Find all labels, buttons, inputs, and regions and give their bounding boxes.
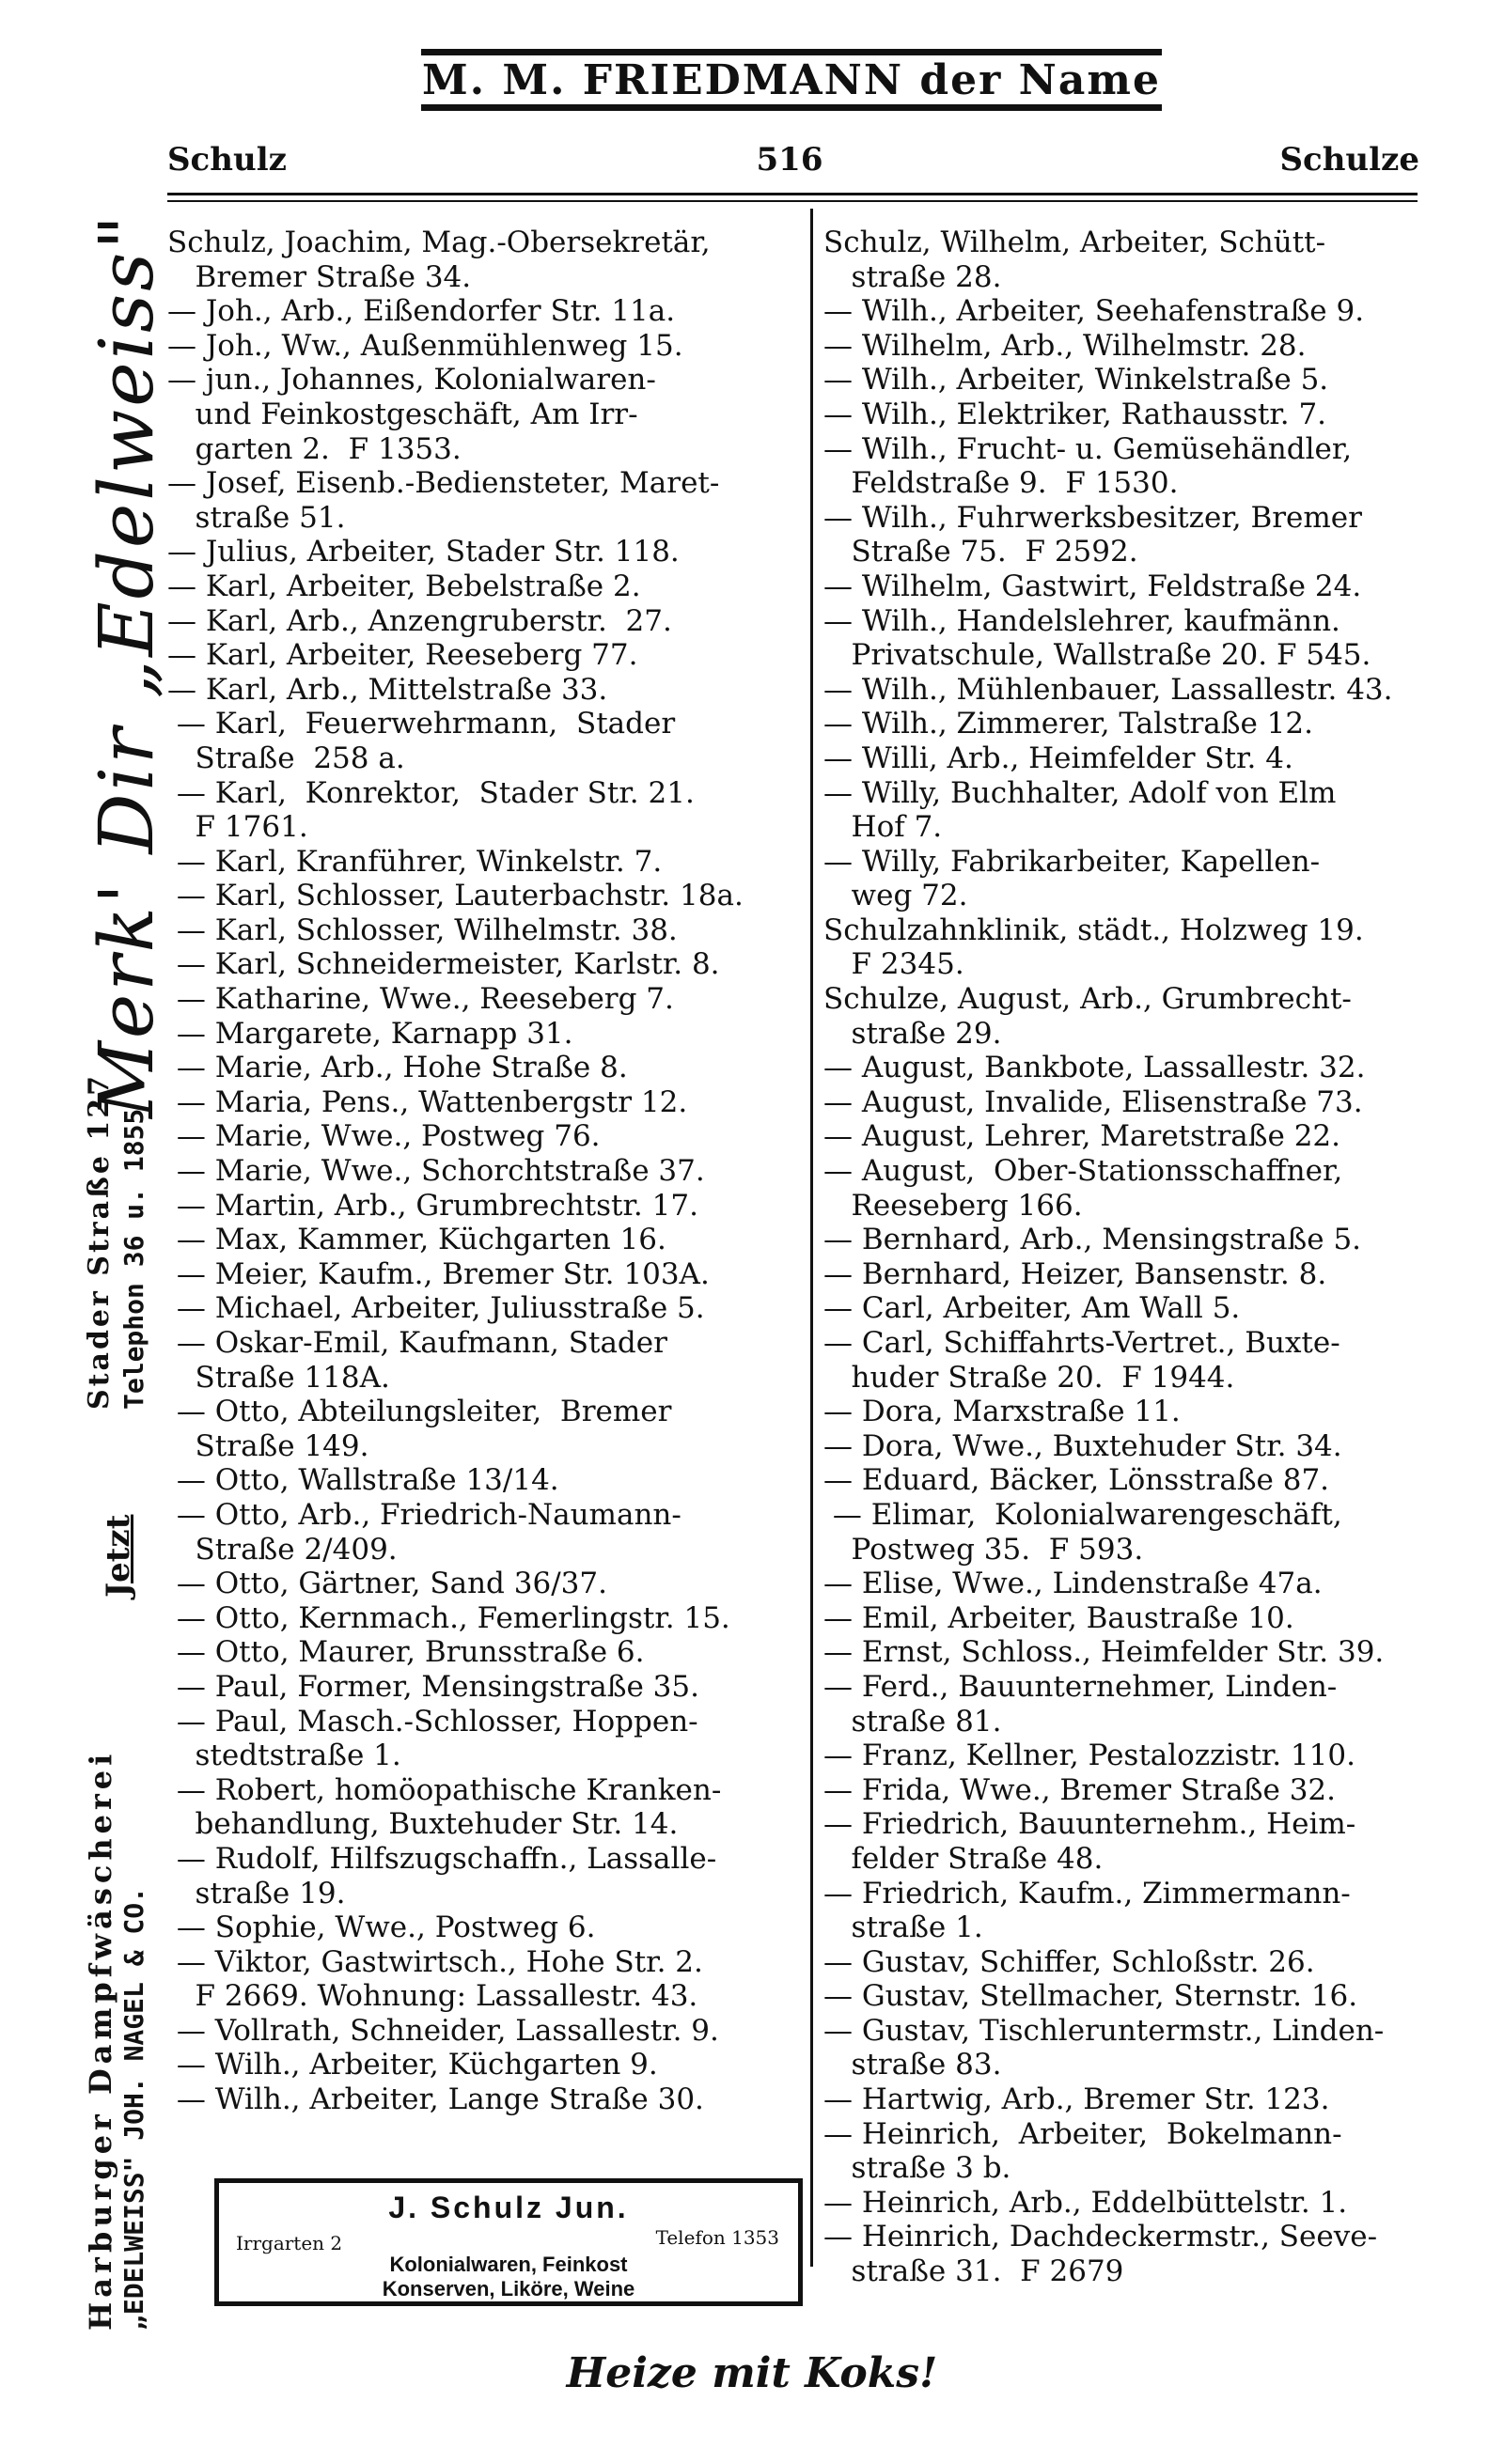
sidebar-motto: Merk' Dir „Edelweiss"	[83, 211, 170, 1118]
directory-line: — Dora, Wwe., Buxtehuder Str. 34.	[823, 1428, 1342, 1463]
directory-line: — Meier, Kaufm., Bremer Str. 103A.	[167, 1256, 710, 1291]
directory-line: — Otto, Abteilungsleiter, Bremer	[167, 1395, 672, 1429]
ad-address: Irrgarten 2	[236, 2232, 343, 2254]
shop-advertisement	[214, 2178, 803, 2306]
directory-line: — Carl, Schiffahrts-Vertret., Buxte-	[823, 1326, 1340, 1360]
directory-line: Feldstraße 9. F 1530.	[823, 466, 1179, 501]
directory-line: — Max, Kammer, Küchgarten 16.	[167, 1223, 666, 1257]
directory-line: — August, Lehrer, Maretstraße 22.	[823, 1119, 1340, 1154]
directory-line: straße 29.	[823, 1016, 1002, 1051]
directory-line: Postweg 35. F 593.	[823, 1532, 1144, 1567]
directory-line: — Katharine, Wwe., Reeseberg 7.	[167, 982, 674, 1017]
directory-line: — Friedrich, Kaufm., Zimmermann-	[823, 1876, 1351, 1910]
directory-line: — Gustav, Stellmacher, Sternstr. 16.	[823, 1979, 1358, 2014]
directory-line: — Wilhelm, Gastwirt, Feldstraße 24.	[823, 569, 1362, 603]
directory-line: — Michael, Arbeiter, Juliusstraße 5.	[167, 1291, 705, 1326]
directory-line: — Wilh., Elektriker, Rathausstr. 7.	[823, 397, 1327, 431]
directory-line: — Hartwig, Arb., Bremer Str. 123.	[823, 2082, 1330, 2117]
directory-line: — Heinrich, Dachdeckermstr., Seeve-	[823, 2220, 1378, 2254]
directory-line: — Marie, Wwe., Schorchtstraße 37.	[167, 1154, 705, 1189]
directory-line: — Karl, Kranführer, Winkelstr. 7.	[167, 844, 663, 879]
directory-line: Straße 258 a.	[167, 741, 405, 775]
directory-line: — Bernhard, Arb., Mensingstraße 5.	[823, 1223, 1362, 1257]
directory-line: — Martin, Arb., Grumbrechtstr. 17.	[167, 1188, 698, 1223]
sidebar-laundry-owner: „EDELWEISS" JOH. NAGEL & CO.	[118, 1886, 149, 2331]
directory-line: — jun., Johannes, Kolonialwaren-	[167, 363, 656, 398]
directory-line: — Ferd., Bauunternehmer, Linden-	[823, 1669, 1338, 1704]
directory-line: — Paul, Former, Mensingstraße 35.	[167, 1669, 699, 1704]
directory-line: Schulz, Joachim, Mag.-Obersekretär,	[167, 226, 711, 259]
directory-line: — Margarete, Karnapp 31.	[167, 1016, 573, 1051]
directory-line: — Wilh., Arbeiter, Winkelstraße 5.	[823, 363, 1329, 398]
directory-line: stedtstraße 1.	[167, 1739, 401, 1773]
directory-line: — Heinrich, Arb., Eddelbüttelstr. 1.	[823, 2185, 1348, 2220]
directory-line: — August, Bankbote, Lassallestr. 32.	[823, 1051, 1366, 1085]
directory-line: — Viktor, Gastwirtsch., Hohe Str. 2.	[167, 1944, 703, 1979]
directory-line: F 2669. Wohnung: Lassallestr. 43.	[167, 1979, 698, 2014]
directory-line: — Karl, Arb., Anzengruberstr. 27.	[167, 603, 672, 638]
directory-line: — Karl, Arb., Mittelstraße 33.	[167, 672, 608, 707]
directory-line: — Marie, Arb., Hohe Straße 8.	[167, 1051, 628, 1085]
directory-line: — Julius, Arbeiter, Stader Str. 118.	[167, 535, 680, 569]
directory-line: — August, Invalide, Elisenstraße 73.	[823, 1084, 1363, 1119]
directory-line: huder Straße 20. F 1944.	[823, 1360, 1235, 1395]
sidebar-address: Stader Straße 127	[83, 1073, 116, 1410]
directory-line: — Karl, Arbeiter, Bebelstraße 2.	[167, 569, 641, 603]
directory-line: — Karl, Schlosser, Lauterbachstr. 18a.	[167, 879, 744, 913]
directory-line: — Heinrich, Arbeiter, Bokelmann-	[823, 2116, 1342, 2151]
directory-line: — Wilh., Fuhrwerksbesitzer, Bremer	[823, 500, 1362, 535]
directory-line: straße 31. F 2679	[823, 2254, 1124, 2289]
directory-line: Privatschule, Wallstraße 20. F 545.	[823, 638, 1371, 673]
header-rule-thin	[167, 200, 1418, 202]
directory-line: — Marie, Wwe., Postweg 76.	[167, 1119, 601, 1154]
ad-shop-name: J. Schulz Jun.	[388, 2191, 629, 2224]
directory-line: — Willi, Arb., Heimfelder Str. 4.	[823, 741, 1293, 775]
directory-line: — Friedrich, Bauunternehm., Heim-	[823, 1807, 1356, 1842]
directory-line: — Joh., Arb., Eißendorfer Str. 11a.	[167, 294, 676, 329]
directory-line: — Wilh., Handelslehrer, kaufmänn.	[823, 603, 1340, 638]
directory-line: Hof 7.	[823, 810, 943, 845]
directory-line: — Dora, Marxstraße 11.	[823, 1395, 1181, 1429]
directory-line: — Carl, Arbeiter, Am Wall 5.	[823, 1291, 1241, 1326]
directory-line: Schulz, Wilhelm, Arbeiter, Schütt-	[823, 226, 1326, 259]
directory-line: — Josef, Eisenb.-Bediensteter, Maret-	[167, 466, 720, 501]
directory-line: — Franz, Kellner, Pestalozzistr. 110.	[823, 1739, 1355, 1773]
directory-line: — Karl, Arbeiter, Reeseberg 77.	[167, 638, 638, 673]
directory-line: — Willy, Buchhalter, Adolf von Elm	[823, 775, 1337, 810]
directory-line: — Ernst, Schloss., Heimfelder Str. 39.	[823, 1635, 1385, 1670]
ad-line-2: Konserven, Liköre, Weine	[382, 2277, 635, 2300]
directory-line: — Otto, Maurer, Brunsstraße 6.	[167, 1635, 645, 1670]
directory-line: — Vollrath, Schneider, Lassallestr. 9.	[167, 2013, 719, 2048]
directory-line: und Feinkostgeschäft, Am Irr-	[167, 397, 638, 431]
directory-line: — Wilh., Arbeiter, Küchgarten 9.	[167, 2048, 658, 2082]
directory-line: straße 81.	[823, 1704, 1002, 1739]
directory-line: — Robert, homöopathische Kranken-	[167, 1772, 722, 1807]
running-head-left: Schulz	[167, 141, 287, 179]
directory-line: — Eduard, Bäcker, Lönsstraße 87.	[823, 1463, 1330, 1498]
directory-line: Bremer Straße 34.	[167, 259, 472, 294]
directory-line: — August, Ober-Stationsschaffner,	[823, 1154, 1343, 1189]
directory-line: behandlung, Buxtehuder Str. 14.	[167, 1807, 679, 1842]
directory-line: straße 28.	[823, 259, 1002, 294]
directory-line: — Otto, Kernmach., Femerlingstr. 15.	[167, 1600, 730, 1635]
directory-line: — Elimar, Kolonialwarengeschäft,	[823, 1497, 1342, 1532]
directory-line: — Joh., Ww., Außenmühlenweg 15.	[167, 328, 683, 363]
directory-line: — Rudolf, Hilfszugschaffn., Lassalle-	[167, 1841, 717, 1876]
directory-line: — Sophie, Wwe., Postweg 6.	[167, 1910, 596, 1945]
directory-line: weg 72.	[823, 879, 968, 913]
directory-line: — Emil, Arbeiter, Baustraße 10.	[823, 1600, 1294, 1635]
directory-line: straße 3 b.	[823, 2151, 1011, 2186]
directory-line: — Wilhelm, Arb., Wilhelmstr. 28.	[823, 328, 1307, 363]
directory-line: — Otto, Gärtner, Sand 36/37.	[167, 1567, 607, 1601]
left-column	[167, 226, 802, 2117]
directory-line: — Wilh., Frucht- u. Gemüsehändler,	[823, 431, 1353, 466]
sidebar-phone: Telephon 36 u. 1855	[118, 1108, 149, 1410]
directory-line: — Oskar-Emil, Kaufmann, Stader	[167, 1326, 667, 1360]
right-column	[823, 226, 1472, 2289]
directory-line: Straße 75. F 2592.	[823, 535, 1138, 569]
directory-line: — Wilh., Arbeiter, Lange Straße 30.	[167, 2082, 704, 2117]
directory-line: — Karl, Feuerwehrmann, Stader	[167, 707, 676, 741]
directory-line: — Willy, Fabrikarbeiter, Kapellen-	[823, 844, 1321, 879]
directory-line: — Karl, Konrektor, Stader Str. 21.	[167, 775, 695, 810]
directory-line: Straße 118A.	[167, 1360, 390, 1395]
directory-line: — Gustav, Schiffer, Schloßstr. 26.	[823, 1944, 1315, 1979]
ad-phone: Telefon 1353	[655, 2226, 779, 2249]
directory-line: — Wilh., Arbeiter, Seehafenstraße 9.	[823, 294, 1365, 329]
directory-line: — Gustav, Tischleruntermstr., Linden-	[823, 2013, 1385, 2048]
directory-line: — Karl, Schlosser, Wilhelmstr. 38.	[167, 912, 678, 947]
directory-line: straße 51.	[167, 500, 346, 535]
running-head-right: Schulze	[1279, 141, 1419, 179]
directory-line: Reeseberg 166.	[823, 1188, 1083, 1223]
directory-line: F 2345.	[823, 947, 964, 982]
footer-slogan: Heize mit Koks!	[566, 2349, 938, 2397]
directory-line: Schulze, August, Arb., Grumbrecht-	[823, 982, 1352, 1017]
directory-line: felder Straße 48.	[823, 1841, 1104, 1876]
advertisement-banner: M. M. FRIEDMANN der Name	[421, 49, 1162, 111]
directory-line: straße 19.	[167, 1876, 346, 1910]
header-rule	[167, 193, 1418, 195]
directory-line: — Wilh., Zimmerer, Talstraße 12.	[823, 707, 1313, 741]
directory-line: — Maria, Pens., Wattenbergstr 12.	[167, 1084, 688, 1119]
directory-line: Schulzahnklinik, städt., Holzweg 19.	[823, 912, 1364, 947]
directory-line: — Elise, Wwe., Lindenstraße 47a.	[823, 1567, 1323, 1601]
directory-line: Straße 2/409.	[167, 1532, 398, 1567]
sidebar-laundry: Harburger Dampfwäscherei	[83, 1749, 118, 2331]
directory-line: — Otto, Wallstraße 13/14.	[167, 1463, 559, 1498]
directory-line: — Wilh., Mühlenbauer, Lassallestr. 43.	[823, 672, 1393, 707]
directory-line: straße 83.	[823, 2048, 1002, 2082]
directory-line: straße 1.	[823, 1910, 983, 1945]
column-divider	[810, 209, 813, 2267]
directory-line: F 1761.	[167, 810, 308, 845]
directory-line: garten 2. F 1353.	[167, 431, 462, 466]
directory-line: Straße 149.	[167, 1428, 369, 1463]
directory-line: — Paul, Masch.-Schlosser, Hoppen-	[167, 1704, 698, 1739]
directory-line: — Karl, Schneidermeister, Karlstr. 8.	[167, 947, 720, 982]
sidebar-now-label: Jetzt	[100, 1514, 137, 1598]
directory-line: — Frida, Wwe., Bremer Straße 32.	[823, 1772, 1336, 1807]
directory-line: — Otto, Arb., Friedrich-Naumann-	[167, 1497, 682, 1532]
ad-line-1: Kolonialwaren, Feinkost	[389, 2253, 628, 2276]
directory-line: — Bernhard, Heizer, Bansenstr. 8.	[823, 1256, 1327, 1291]
page-number: 516	[756, 141, 823, 179]
